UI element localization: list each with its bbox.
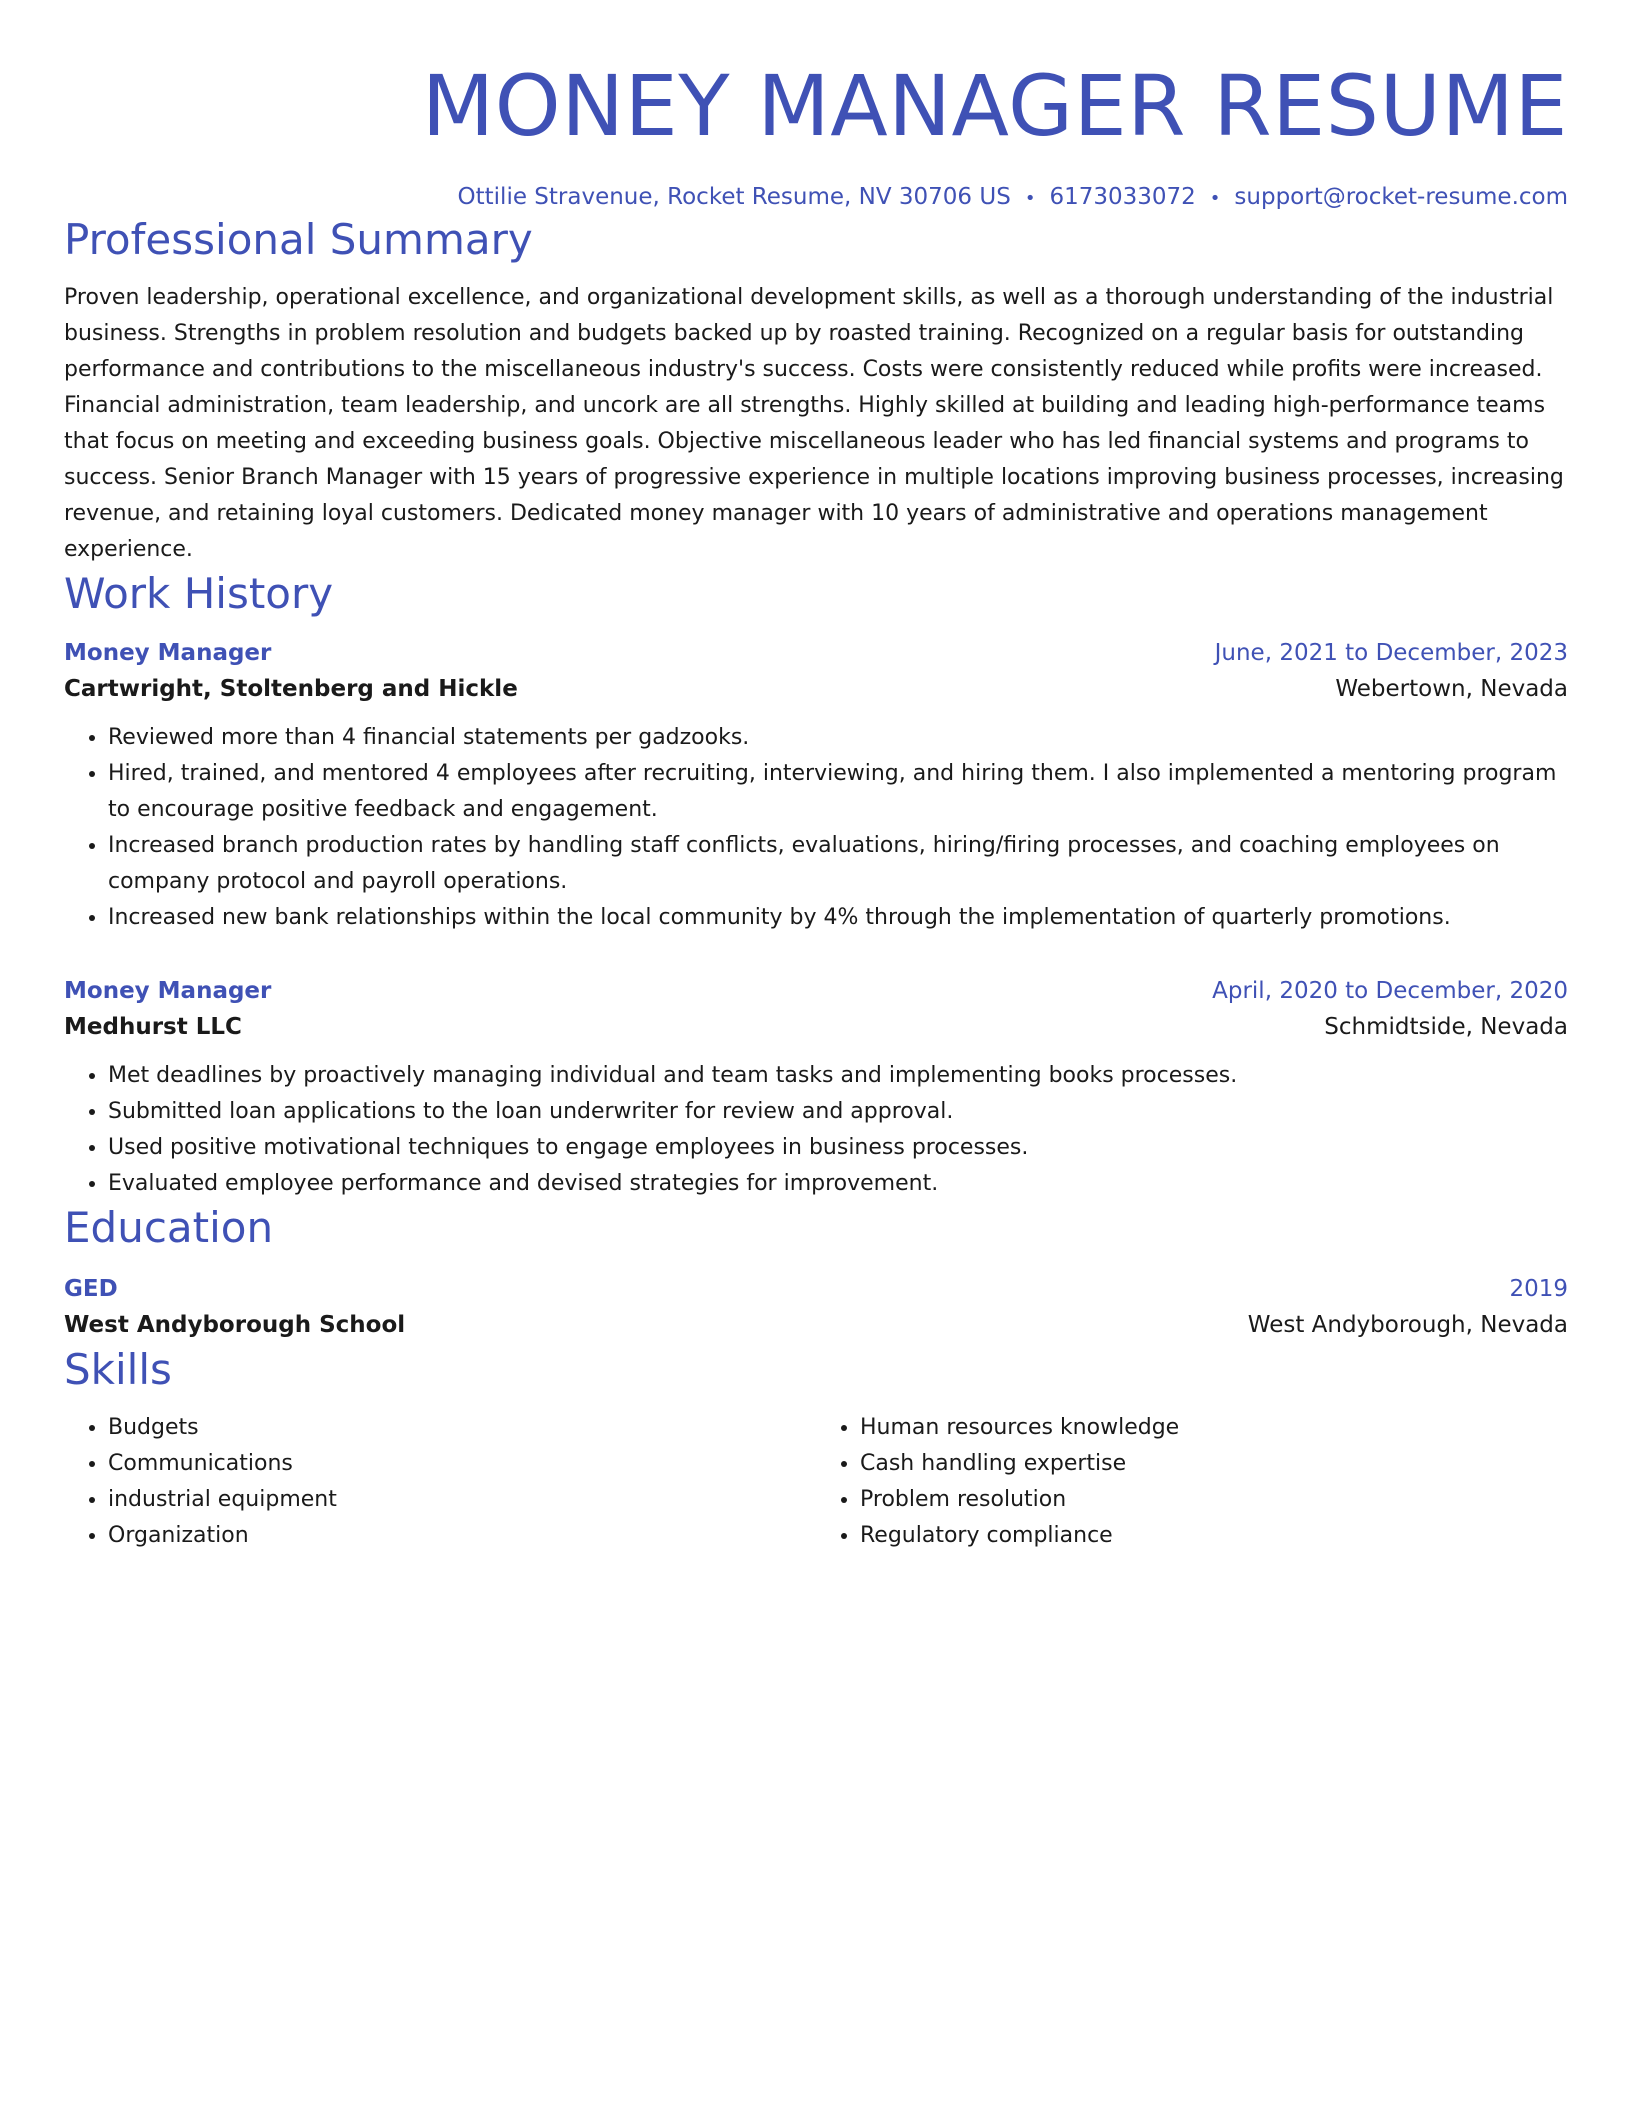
- education-year: 2019: [1509, 1276, 1568, 1302]
- work-history-heading: Work History: [64, 569, 334, 618]
- job-employer: Medhurst LLC: [64, 1014, 242, 1040]
- skill-item: • Organization: [108, 1518, 816, 1554]
- job-bullets: [64, 1058, 1568, 1202]
- skills-list: [64, 1410, 1568, 1554]
- contact-separator: •: [1024, 188, 1036, 209]
- job-location: Schmidtside, Nevada: [1324, 1014, 1568, 1040]
- contact-phone: 6173033072: [1049, 184, 1196, 210]
- job-bullets: [64, 720, 1568, 936]
- education-heading: Education: [64, 1203, 274, 1252]
- education-degree: GED: [64, 1276, 118, 1302]
- job-bullet: • Evaluated employee performance and devised strategies for improvement.: [108, 1166, 1568, 1202]
- job-employer: Cartwright, Stoltenberg and Hickle: [64, 676, 518, 702]
- job-bullet: • Increased new bank relationships within the local community by 4% through the implementation of quarterly promotions.: [108, 900, 1568, 936]
- education-location: West Andyborough, Nevada: [1247, 1312, 1568, 1338]
- skills-column-right: [816, 1410, 1568, 1554]
- resume-header: [64, 56, 1568, 214]
- resume-title: MONEY MANAGER RESUME: [421, 57, 1568, 155]
- skill-item: • Communications: [108, 1446, 816, 1482]
- skill-item: • Human resources knowledge: [860, 1410, 1568, 1446]
- job-entry: [64, 636, 1568, 936]
- skills-heading: Skills: [64, 1345, 172, 1394]
- contact-line: [64, 182, 1568, 214]
- summary-heading: Professional Summary: [64, 215, 533, 264]
- summary-text: Proven leadership, operational excellence, and organizational development skills, as well as a thorough understanding of the industrial business. Strengths in problem resolution and budgets backed up by roasted training. Recognized on a regular basis for outstanding performance and contributions to the miscellaneous industry's success. Costs were consistently reduced while profits were increased. Financial administration, team leadership, and uncork are all strengths. Highly skilled at building and leading high-performance teams that focus on meeting and exceeding business goals. Objective miscellaneous leader who has led financial systems and programs to success. Senior Branch Manager with 15 years of progressive experience in multiple locations improving business processes, increasing revenue, and retaining loyal customers. Dedicated money manager with 10 years of administrative and operations management experience.: [64, 285, 1564, 562]
- skill-item: • Regulatory compliance: [860, 1518, 1568, 1554]
- job-bullet: • Submitted loan applications to the loan underwriter for review and approval.: [108, 1094, 1568, 1130]
- job-location: Webertown, Nevada: [1335, 676, 1568, 702]
- skill-item: • Cash handling expertise: [860, 1446, 1568, 1482]
- job-bullet: • Increased branch production rates by handling staff conflicts, evaluations, hiring/firing processes, and coaching employees on company protocol and payroll operations.: [108, 828, 1568, 900]
- skill-item: • industrial equipment: [108, 1482, 816, 1518]
- job-bullet: • Used positive motivational techniques to engage employees in business processes.: [108, 1130, 1568, 1166]
- job-bullet: • Reviewed more than 4 financial statements per gadzooks.: [108, 720, 1568, 756]
- skills-column-left: [64, 1410, 816, 1554]
- job-bullet: • Hired, trained, and mentored 4 employees after recruiting, interviewing, and hiring them. I also implemented a mentoring program to encourage positive feedback and engagement.: [108, 756, 1568, 828]
- job-role: Money Manager: [64, 978, 272, 1004]
- contact-address: Ottilie Stravenue, Rocket Resume, NV 30706 US: [457, 184, 1011, 210]
- skill-item: • Problem resolution: [860, 1482, 1568, 1518]
- job-role: Money Manager: [64, 640, 272, 666]
- job-entry: [64, 974, 1568, 1202]
- education-entry: [64, 1272, 1568, 1344]
- job-dates: April, 2020 to December, 2020: [1212, 978, 1568, 1004]
- contact-separator: •: [1209, 188, 1221, 209]
- contact-email: support@rocket-resume.com: [1234, 184, 1568, 210]
- job-bullet: • Met deadlines by proactively managing individual and team tasks and implementing books processes.: [108, 1058, 1568, 1094]
- education-school: West Andyborough School: [64, 1312, 406, 1338]
- job-dates: June, 2021 to December, 2023: [1214, 640, 1568, 666]
- skill-item: • Budgets: [108, 1410, 816, 1446]
